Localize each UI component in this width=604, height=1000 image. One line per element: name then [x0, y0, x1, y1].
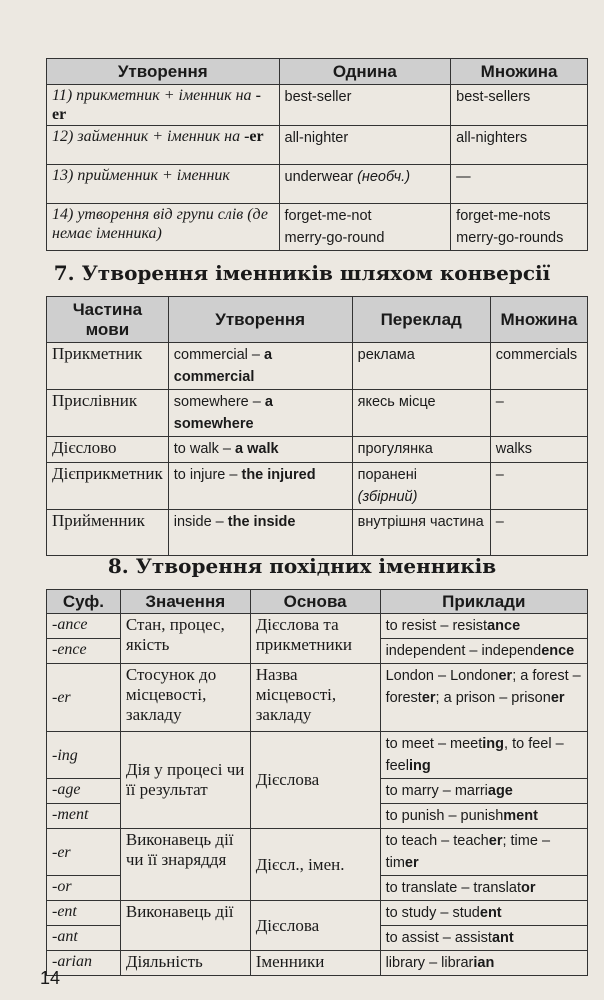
- singular-cell: [279, 204, 451, 251]
- singular-cell: best-seller: [279, 85, 451, 126]
- header-examples: Приклади: [380, 590, 587, 614]
- example-suffix: ing: [408, 758, 431, 774]
- plural-text-2: merry-go-rounds: [456, 230, 564, 246]
- plural-cell: commercials: [490, 343, 587, 390]
- header-meaning: Значення: [120, 590, 250, 614]
- meaning-cell: Дія у процесі чи її результат: [120, 732, 250, 829]
- pos-cell: Прикметник: [47, 343, 169, 390]
- translation-note: (збірний): [357, 489, 418, 505]
- table-row: [47, 510, 588, 556]
- section-7-title: 7. Утворення іменників шляхом конверсії: [53, 261, 551, 285]
- plural-cell: walks: [490, 437, 587, 463]
- formation-cell: [168, 437, 352, 463]
- example-text: to marry – marri: [385, 783, 488, 799]
- table-row: [47, 126, 588, 165]
- meaning-cell: Виконавець дії: [120, 901, 250, 951]
- example-suffix: er: [488, 833, 503, 849]
- meaning-cell: Діяльність: [120, 951, 250, 976]
- table-row: [47, 204, 588, 251]
- suffix-cell: -arian: [47, 951, 121, 976]
- example-cell: [380, 901, 587, 926]
- formation-text: 11) прикметник + іменник на: [52, 87, 256, 104]
- formation-cell: [47, 126, 280, 165]
- example-text: to study – stud: [385, 905, 480, 921]
- suffix-cell: -ment: [47, 804, 121, 829]
- singular-text: underwear: [284, 169, 354, 185]
- pos-cell: Прийменник: [47, 510, 169, 556]
- example-suffix: ance: [487, 618, 521, 634]
- table-row: [47, 901, 588, 926]
- meaning-cell: Стосунок до місцевості, закладу: [120, 664, 250, 732]
- base-text: inside –: [173, 514, 228, 530]
- header-formation: Утворення: [168, 297, 352, 343]
- table-row: [47, 951, 588, 976]
- example-suffix: ant: [491, 930, 514, 946]
- example-cell: [380, 779, 587, 804]
- result-text: a commercial: [173, 347, 273, 385]
- table-row: [47, 343, 588, 390]
- table-row: [47, 165, 588, 204]
- example-text: ; time – tim: [385, 833, 551, 871]
- base-cell: Дієслова: [250, 901, 380, 951]
- example-text: to teach – teach: [385, 833, 489, 849]
- formation-cell: [47, 204, 280, 251]
- suffix-cell: -ent: [47, 901, 121, 926]
- formation-table: [46, 58, 588, 251]
- singular-cell: all-nighter: [279, 126, 451, 165]
- table-row: [47, 614, 588, 639]
- conversion-table: [46, 296, 588, 556]
- table-row: [47, 437, 588, 463]
- plural-cell: all-nighters: [451, 126, 588, 165]
- singular-note: (необч.): [357, 169, 411, 185]
- base-cell: Дієсл., імен.: [250, 829, 380, 901]
- formation-cell: [168, 510, 352, 556]
- suffix-cell: -age: [47, 779, 121, 804]
- translation-cell: якесь місце: [352, 390, 490, 437]
- formation-cell: [168, 343, 352, 390]
- result-text: a somewhere: [173, 394, 273, 432]
- example-text: library – librar: [385, 955, 474, 971]
- example-cell: [380, 951, 587, 976]
- base-text: to injure –: [173, 467, 242, 483]
- example-cell: [380, 829, 587, 876]
- base-text: commercial –: [173, 347, 265, 363]
- base-text: somewhere –: [173, 394, 265, 410]
- example-cell: [380, 664, 587, 732]
- example-suffix: ment: [503, 808, 538, 824]
- table-row: [47, 732, 588, 779]
- formation-text: 14) утворення від групи слів (де немає іменника): [52, 206, 268, 242]
- example-suffix: er: [421, 690, 436, 706]
- suffix-cell: -or: [47, 876, 121, 901]
- pos-cell: Дієслово: [47, 437, 169, 463]
- example-text: ; a forest – forest: [385, 668, 581, 706]
- table-row: [47, 390, 588, 437]
- header-singular: Однина: [279, 59, 451, 85]
- example-suffix: age: [487, 783, 513, 799]
- example-text: London – London: [385, 668, 499, 684]
- suffix-cell: -ant: [47, 926, 121, 951]
- pos-cell: Прислівник: [47, 390, 169, 437]
- translation-cell: реклама: [352, 343, 490, 390]
- header-plural: Множина: [490, 297, 587, 343]
- example-text: to punish – punish: [385, 808, 504, 824]
- example-text: to assist – assist: [385, 930, 492, 946]
- suffix-cell: -ance: [47, 614, 121, 639]
- formation-cell: [168, 390, 352, 437]
- formation-suffix: -er: [244, 128, 264, 145]
- example-text: independent – independ: [385, 643, 542, 659]
- table-row: [47, 85, 588, 126]
- derivation-table: [46, 589, 588, 976]
- formation-cell: [47, 85, 280, 126]
- header-plural: Множина: [451, 59, 588, 85]
- example-suffix: er: [404, 855, 419, 871]
- table-row: [47, 463, 588, 510]
- header-translation: Переклад: [352, 297, 490, 343]
- base-cell: Дієслова та прикметники: [250, 614, 380, 664]
- base-cell: Назва місцевості, закладу: [250, 664, 380, 732]
- example-suffix: ian: [473, 955, 495, 971]
- example-text: , to feel – feel: [385, 736, 564, 774]
- base-text: to walk –: [173, 441, 236, 457]
- example-suffix: er: [550, 690, 565, 706]
- result-text: a walk: [235, 441, 279, 457]
- suffix-cell: -er: [47, 664, 121, 732]
- example-text: ; a prison – prison: [435, 690, 551, 706]
- plural-cell: best-sellers: [451, 85, 588, 126]
- translation-cell: внутрішня частина: [352, 510, 490, 556]
- header-part-of-speech: Частина мови: [47, 297, 169, 343]
- table-row: [47, 829, 588, 876]
- plural-cell: –: [490, 463, 587, 510]
- example-cell: [380, 614, 587, 639]
- suffix-cell: -er: [47, 829, 121, 876]
- meaning-cell: Виконавець дії чи її знаряддя: [120, 829, 250, 901]
- example-cell: [380, 639, 587, 664]
- formation-text: 13) прийменник + іменник: [52, 167, 230, 184]
- result-text: the injured: [241, 467, 316, 483]
- plural-text: forget-me-nots: [456, 208, 551, 224]
- suffix-cell: -ing: [47, 732, 121, 779]
- page-number: 14: [40, 968, 61, 988]
- example-text: to meet – meet: [385, 736, 483, 752]
- section-8-title: 8. Утворення похідних іменників: [107, 554, 497, 578]
- header-base: Основа: [250, 590, 380, 614]
- suffix-cell: -ence: [47, 639, 121, 664]
- example-text: to translate – translat: [385, 880, 521, 896]
- plural-cell: [451, 204, 588, 251]
- example-suffix: er: [498, 668, 513, 684]
- example-cell: [380, 804, 587, 829]
- header-formation: Утворення: [47, 59, 280, 85]
- plural-cell: –: [490, 390, 587, 437]
- singular-text-2: merry-go-round: [284, 230, 385, 246]
- example-suffix: ent: [479, 905, 502, 921]
- translation-cell: [352, 463, 490, 510]
- singular-cell: [279, 165, 451, 204]
- pos-cell: Дієприкметник: [47, 463, 169, 510]
- meaning-cell: Стан, процес, якість: [120, 614, 250, 664]
- base-cell: Іменники: [250, 951, 380, 976]
- example-text: to resist – resist: [385, 618, 488, 634]
- formation-cell: [47, 165, 280, 204]
- example-suffix: ence: [541, 643, 575, 659]
- plural-cell: –: [490, 510, 587, 556]
- example-cell: [380, 876, 587, 901]
- header-suffix: Суф.: [47, 590, 121, 614]
- singular-text: forget-me-not: [284, 208, 372, 224]
- formation-cell: [168, 463, 352, 510]
- example-suffix: or: [520, 880, 536, 896]
- example-cell: [380, 926, 587, 951]
- result-text: the inside: [227, 514, 296, 530]
- translation-text: поранені: [357, 467, 417, 483]
- example-suffix: ing: [482, 736, 505, 752]
- plural-cell: —: [451, 165, 588, 204]
- formation-text: 12) займенник + іменник на: [52, 128, 245, 145]
- translation-cell: прогулянка: [352, 437, 490, 463]
- formation-suffix: -er: [52, 87, 261, 123]
- table-row: [47, 664, 588, 732]
- base-cell: Дієслова: [250, 732, 380, 829]
- example-cell: [380, 732, 587, 779]
